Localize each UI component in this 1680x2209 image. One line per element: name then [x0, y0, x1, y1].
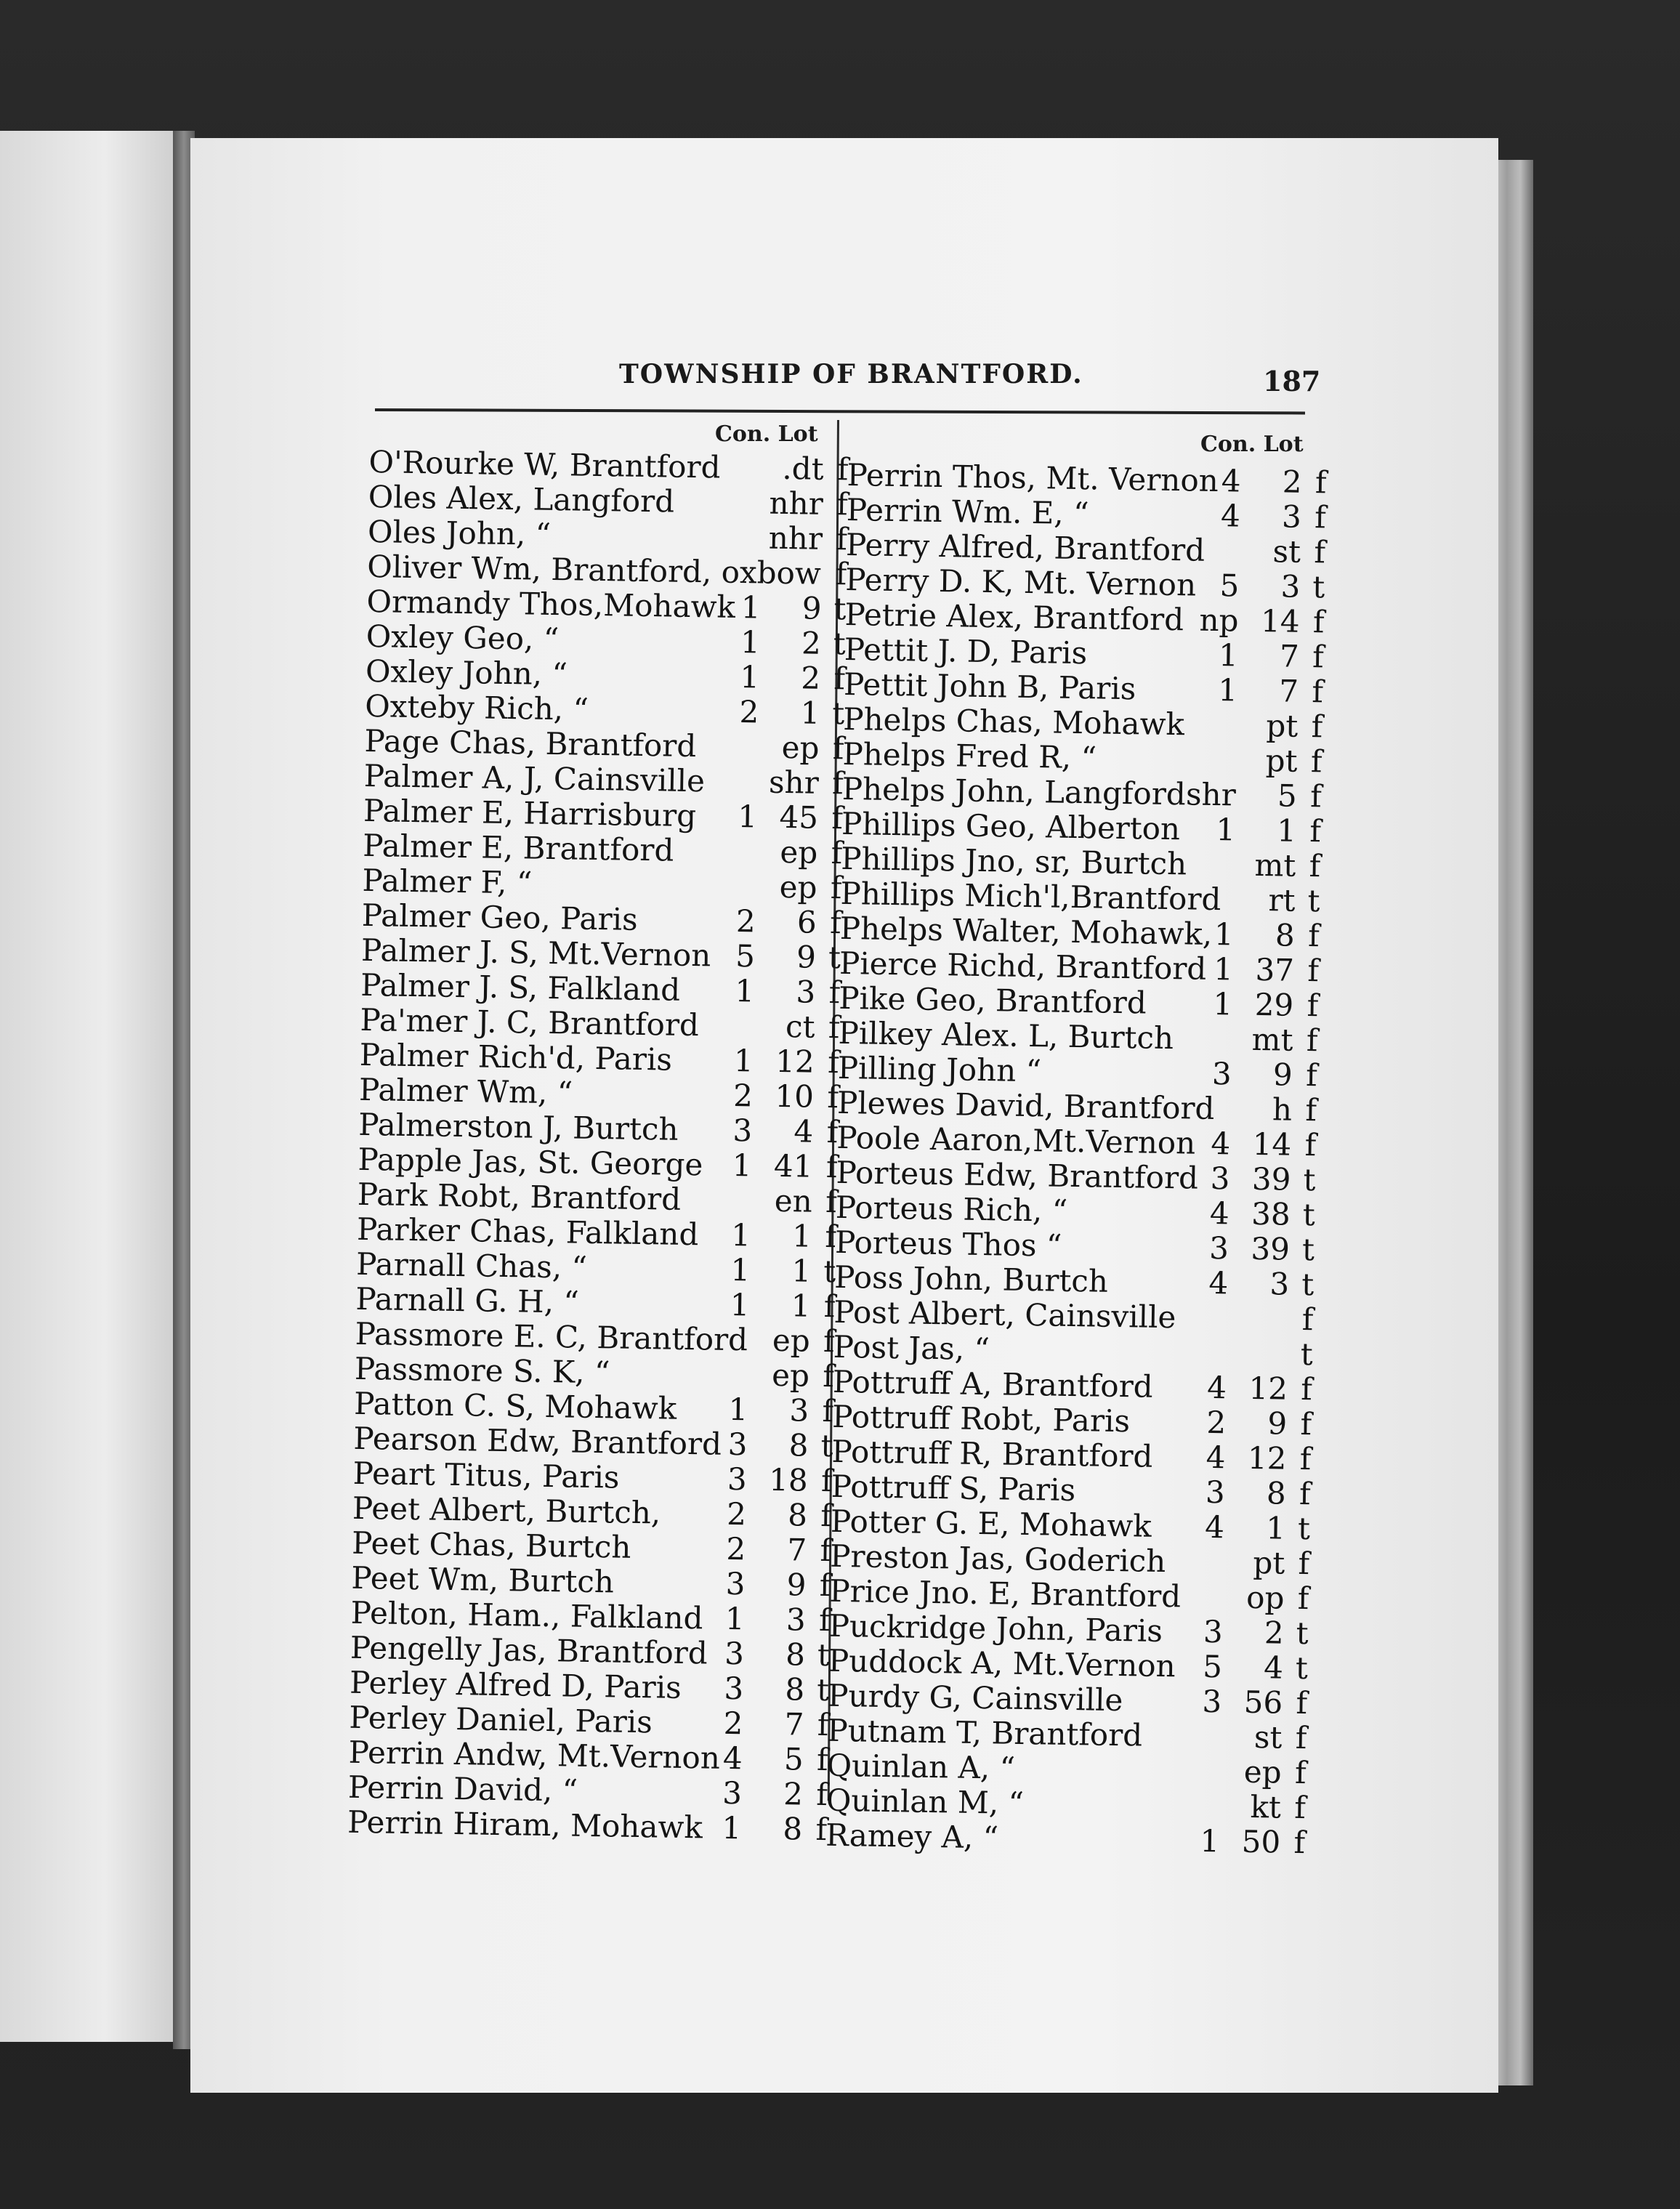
entry-tenure: f [836, 521, 848, 557]
entry-tenure: f [1312, 604, 1325, 640]
entry-name: Phelps Walter, Mohawk, [839, 910, 1213, 952]
entry-lot: h [1272, 1091, 1293, 1128]
entry-lot: 3 [1280, 568, 1301, 605]
entry-name: Palmer J. S, Mt.Vernon [360, 932, 711, 974]
entry-name: Phillips Jno, sr, Burtch [840, 840, 1187, 882]
entry-lot: 8 [785, 1636, 806, 1673]
entry-name: Perrin David, “ [347, 1769, 578, 1809]
entry-tenure: f [1293, 1824, 1306, 1861]
entry-name: Pearson Edw, Brantford [353, 1420, 722, 1462]
entry-name: Page Chas, Brantford [364, 722, 697, 764]
entry-name: Perrin Hiram, Mohawk [347, 1804, 703, 1846]
entry-lot: 45 [779, 799, 819, 836]
entry-name: Pike Geo, Brantford [838, 980, 1147, 1021]
entry-lot: 1 [1265, 1510, 1286, 1546]
entry-lot: 10 [775, 1078, 815, 1115]
entry-tenure: f [1314, 464, 1327, 501]
entry-concession: 1 [1215, 812, 1236, 848]
entry-name: Potter G. E, Mohawk [830, 1503, 1152, 1544]
entry-tenure: f [836, 486, 849, 522]
entry-name: Palmer E, Brantford [362, 827, 674, 868]
right-column-entries [825, 458, 1327, 1860]
entry-lot: 2 [800, 660, 821, 696]
entry-lot: 3 [789, 1392, 809, 1429]
entry-name: Oliver Wm, Brantford, oxbow [366, 548, 822, 591]
entry-name: Ormandy Thos,Mohawk [366, 583, 736, 625]
entry-concession: 4 [1209, 1195, 1230, 1232]
entry-lot: 39 [1251, 1230, 1291, 1267]
entry-name: Pettit John B, Paris [843, 666, 1136, 707]
entry-name: Perley Alfred D, Paris [349, 1664, 682, 1705]
entry-name: Purdy G, Cainsville [827, 1677, 1123, 1719]
entry-concession: 1 [1213, 986, 1233, 1022]
entry-lot: 1 [791, 1218, 812, 1254]
entry-concession: 1 [1200, 1822, 1220, 1859]
entry-tenure: f [1305, 1057, 1318, 1094]
entry-concession: 3 [724, 1635, 745, 1672]
entry-lot: 41 [773, 1147, 813, 1184]
entry-name: Pottruff R, Brantford [831, 1433, 1153, 1474]
entry-name: Parnall Chas, “ [355, 1245, 588, 1285]
entry-name: Palmer Rich'd, Paris [359, 1036, 673, 1078]
entry-lot: 2 [1264, 1615, 1285, 1651]
entry-name: Oles Alex, Langford [368, 478, 675, 520]
entry-lot: pt [1253, 1544, 1285, 1581]
entry-lot: shr [768, 764, 820, 801]
entry-name: Poss John, Burtch [833, 1259, 1109, 1299]
entry-lot: 1 [791, 1288, 811, 1324]
entry-tenure: f [1295, 1719, 1307, 1756]
entry-concession: 2 [726, 1530, 746, 1567]
entry-tenure: t [816, 1671, 830, 1708]
entry-name: Palmer Wm, “ [358, 1071, 573, 1111]
entry-lot: kt [1250, 1788, 1282, 1825]
entry-tenure: f [1294, 1754, 1307, 1791]
entry-name: Price Jno. E, Brantford [829, 1572, 1182, 1615]
entry-concession: 1 [1217, 672, 1238, 708]
entry-tenure: f [820, 1532, 832, 1569]
entry-concession: 3 [725, 1565, 746, 1602]
entry-name: O'Rourke W, Brantford [368, 444, 721, 485]
entry-tenure: f [836, 451, 849, 488]
entry-tenure: f [831, 765, 844, 801]
entry-name: Pilkey Alex. L, Burtch [838, 1014, 1174, 1057]
entry-tenure: f [1297, 1580, 1309, 1617]
entry-lot: 2 [1282, 464, 1302, 500]
entry-lot: 9 [1267, 1405, 1288, 1442]
entry-tenure: t [1302, 1196, 1316, 1233]
entry-name: Patton C. S, Mohawk [353, 1385, 677, 1426]
entry-concession: 3 [1210, 1160, 1230, 1197]
entry-lot: st [1253, 1719, 1283, 1756]
entry-name: Palmer E, Harrisburg [363, 792, 697, 834]
entry-tenure: f [827, 1079, 839, 1115]
entry-concession: 1 [732, 1147, 752, 1184]
entry-lot: 9 [801, 590, 822, 626]
entry-tenure: f [1298, 1545, 1310, 1582]
entry-concession: 3 [1203, 1613, 1224, 1650]
entry-tenure: f [826, 1114, 839, 1150]
entry-lot: 12 [1248, 1370, 1288, 1407]
entry-tenure: f [827, 1044, 840, 1081]
entry-tenure: f [1300, 1405, 1312, 1442]
entry-tenure: f [828, 974, 841, 1011]
entry-tenure: t [1303, 1161, 1316, 1198]
entry-concession: 1 [733, 1042, 754, 1079]
entry-lot: 14 [1260, 602, 1300, 639]
entry-concession: 1 [737, 799, 758, 835]
entry-name: Oxley Geo, “ [366, 618, 560, 658]
entry-tenure: f [1301, 1370, 1313, 1408]
entry-name: Post Jas, “ [833, 1328, 990, 1368]
entry-tenure: f [829, 905, 842, 941]
entry-name: Pettit J. D, Paris [844, 631, 1088, 671]
entry-lot: 29 [1254, 986, 1294, 1023]
entry-tenure: f [833, 661, 846, 697]
entry-lot: 3 [1269, 1266, 1290, 1302]
entry-concession: 1 [735, 973, 755, 1009]
entry-name: Perry D. K, Mt. Vernon [844, 561, 1197, 603]
entry-concession: 1 [740, 589, 761, 626]
entry-name: Pottruff A, Brantford [832, 1363, 1154, 1405]
entry-tenure: f [1306, 1022, 1318, 1059]
entry-lot: 2 [801, 625, 822, 661]
entry-tenure: f [832, 730, 844, 767]
entry-name: Palmerston J, Burtch [358, 1106, 679, 1147]
entry-lot: 39 [1251, 1160, 1291, 1198]
entry-name: Passmore E. C, Brantford [355, 1315, 748, 1358]
entry-lot: en [774, 1182, 813, 1219]
entry-name: Passmore S. K, “ [354, 1350, 610, 1391]
entry-concession: np [1199, 602, 1239, 639]
entry-name: Phelps Fred R, “ [842, 735, 1097, 776]
entry-name: Oles John, “ [367, 513, 552, 552]
entry-name: Parnall G. H, “ [355, 1280, 580, 1320]
entry-name: Poole Aaron,Mt.Vernon [836, 1119, 1196, 1161]
entry-lot: 8 [785, 1671, 805, 1708]
entry-lot: 12 [1247, 1439, 1287, 1477]
entry-tenure: f [1310, 743, 1322, 780]
entry-tenure: f [831, 800, 844, 836]
entry-lot: 1 [800, 695, 820, 731]
entry-lot: ep [1243, 1753, 1283, 1790]
entry-lot: 8 [783, 1811, 803, 1847]
entry-lot: 37 [1255, 951, 1295, 988]
entry-tenure: f [825, 1218, 837, 1255]
entry-tenure: f [825, 1149, 838, 1185]
entry-lot: 9 [786, 1567, 807, 1603]
entry-lot: 2 [783, 1776, 804, 1812]
entry-concession: 1 [722, 1809, 742, 1846]
entry-concession: shr [1185, 776, 1237, 813]
entry-tenure: f [1309, 778, 1322, 815]
entry-tenure: t [823, 1253, 836, 1290]
entry-tenure: f [1311, 708, 1323, 745]
entry-tenure: t [1301, 1266, 1314, 1303]
entry-concession: 2 [726, 1495, 747, 1532]
entry-concession: 1 [739, 659, 760, 695]
right-column-header: Con. Lot [1200, 432, 1304, 457]
entry-lot: 14 [1252, 1126, 1292, 1163]
entry-name: Porteus Edw, Brantford [836, 1154, 1199, 1196]
page-number: 187 [1263, 365, 1321, 397]
entry-lot: 8 [788, 1427, 809, 1463]
entry-concession: 5 [1202, 1648, 1223, 1685]
entry-tenure: f [830, 870, 842, 906]
entry-tenure: f [817, 1706, 829, 1743]
entry-name: Peet Wm, Burtch [351, 1559, 615, 1600]
entry-name: Peart Titus, Paris [352, 1455, 620, 1495]
entry-lot: st [1272, 533, 1301, 570]
entry-tenure: t [1295, 1649, 1309, 1687]
entry-tenure: f [825, 1183, 838, 1220]
entry-concession: 2 [1206, 1404, 1227, 1441]
entry-name: Post Albert, Cainsville [833, 1293, 1176, 1336]
entry-tenure: f [1314, 499, 1327, 536]
entry-lot: 1 [791, 1253, 812, 1289]
entry-name: Peet Albert, Burtch, [352, 1490, 661, 1531]
entry-concession: 1 [740, 624, 761, 661]
entry-lot: mt [1254, 847, 1296, 884]
entry-concession: 5 [735, 938, 756, 974]
entry-concession: 3 [724, 1670, 744, 1707]
entry-tenure: f [819, 1567, 831, 1604]
entry-tenure: t [1307, 883, 1320, 919]
entry-lot: ep [779, 868, 817, 905]
entry-concession: 1 [728, 1391, 748, 1428]
entry-name: Park Robt, Brantford [357, 1176, 682, 1217]
entry-lot: rt [1268, 882, 1296, 918]
entry-name: Ramey A, “ [825, 1817, 999, 1856]
entry-tenure: f [1309, 813, 1322, 849]
entry-lot: .dt [782, 450, 824, 487]
entry-tenure: t [1297, 1510, 1311, 1547]
entry-name: Palmer J. S, Falkland [360, 966, 681, 1008]
entry-name: Palmer A, J, Cainsville [363, 757, 706, 799]
entry-concession: 4 [1208, 1264, 1229, 1301]
entry-lot: 5 [783, 1741, 804, 1777]
entry-lot: nhr [769, 485, 824, 522]
entry-concession: 3 [1202, 1683, 1222, 1720]
entry-name: Porteus Rich, “ [835, 1189, 1068, 1229]
entry-name: Phillips Geo, Alberton [841, 805, 1181, 847]
entry-name: Papple Jas, St. George [358, 1141, 703, 1183]
entry-name: Puddock A, Mt.Vernon [828, 1642, 1176, 1684]
entry-concession: 1 [730, 1251, 751, 1288]
entry-concession: 2 [723, 1705, 743, 1742]
entry-concession: 2 [735, 903, 756, 940]
entry-tenure: f [1299, 1475, 1312, 1512]
entry-tenure: t [828, 940, 841, 976]
entry-lot: 9 [796, 939, 817, 975]
entry-tenure: f [820, 1462, 833, 1499]
entry-name: Pottruff Robt, Paris [831, 1398, 1131, 1439]
entry-lot: 18 [768, 1461, 809, 1498]
entry-name: Perry Alfred, Brantford [845, 526, 1206, 568]
entry-tenure: f [831, 835, 843, 871]
entry-tenure: t [1301, 1231, 1315, 1268]
entry-concession: 3 [727, 1426, 748, 1463]
entry-lot: mt [1251, 1021, 1293, 1058]
entry-lot: 3 [796, 974, 816, 1010]
entry-tenure: f [828, 1009, 840, 1046]
entry-lot: op [1245, 1579, 1285, 1616]
entry-tenure: f [818, 1602, 831, 1639]
entry-concession: 1 [1218, 637, 1239, 674]
entry-name: Palmer F, “ [362, 862, 533, 901]
entry-concession: 1 [730, 1216, 751, 1253]
entry-concession: 4 [1211, 1125, 1231, 1162]
entry-lot: ct [785, 1009, 815, 1045]
entry-tenure: t [820, 1427, 833, 1464]
entry-name: Perrin Andw, Mt.Vernon [348, 1734, 721, 1776]
entry-lot: 7 [784, 1706, 804, 1742]
entry-name: Oxley John, “ [365, 653, 568, 692]
entry-tenure: f [835, 556, 847, 592]
entry-tenure: f [823, 1357, 835, 1394]
entry-lot: ep [771, 1357, 810, 1394]
entry-lot: ep [781, 729, 820, 766]
entry-lot: 5 [1277, 778, 1298, 814]
entry-lot: 38 [1251, 1195, 1291, 1232]
entry-lot: 56 [1243, 1684, 1283, 1721]
entry-tenure: f [822, 1392, 834, 1429]
entry-name: Petrie Alex, Brantford [844, 596, 1184, 638]
entry-name: Oxteby Rich, “ [364, 687, 589, 727]
entry-lot: 7 [1278, 673, 1299, 709]
entry-tenure: t [817, 1636, 831, 1673]
entry-tenure: t [1300, 1336, 1314, 1373]
entry-concession: 2 [739, 694, 759, 730]
entry-tenure: f [815, 1776, 828, 1813]
entry-concession: 3 [1211, 1055, 1232, 1092]
entry-tenure: f [815, 1811, 828, 1848]
entry-tenure: t [1312, 569, 1325, 605]
entry-tenure: f [1307, 988, 1319, 1024]
entry-tenure: f [823, 1288, 836, 1325]
running-head: TOWNSHIP OF BRANTFORD. [619, 359, 1083, 389]
entry-lot: 12 [775, 1043, 815, 1080]
entry-lot: pt [1266, 708, 1299, 744]
entry-name: Pengelly Jas, Brantford [350, 1629, 708, 1671]
entry-lot: 6 [796, 904, 817, 940]
entry-tenure: f [1312, 674, 1324, 710]
entry-lot: 4 [1263, 1649, 1284, 1686]
entry-concession: 1 [724, 1600, 746, 1637]
entry-tenure: f [1301, 1301, 1314, 1338]
entry-name: Pottruff S, Paris [831, 1468, 1076, 1509]
entry-name: Puckridge John, Paris [828, 1607, 1163, 1649]
entry-name: Quinlan M, “ [825, 1782, 1025, 1822]
entry-name: Perley Daniel, Paris [349, 1699, 653, 1740]
entry-concession: 3 [732, 1112, 753, 1149]
entry-name: Peet Chas, Burtch [351, 1525, 631, 1565]
entry-tenure: t [1296, 1615, 1309, 1652]
entry-name: Pilling John “ [837, 1049, 1042, 1089]
entry-tenure: f [1296, 1684, 1308, 1721]
entry-name: Plewes David, Brantford [836, 1084, 1215, 1127]
left-column-header: Con. Lot [715, 421, 818, 447]
entry-lot: nhr [768, 520, 823, 557]
entry-name: Perrin Wm. E, “ [846, 491, 1089, 532]
left-column-entries [347, 445, 849, 1847]
entry-lot: 50 [1241, 1823, 1281, 1860]
entry-tenure: t [831, 695, 845, 732]
entry-name: Quinlan A, “ [826, 1747, 1016, 1786]
entry-lot: ep [772, 1322, 811, 1359]
entry-name: Phelps John, Langford [841, 770, 1187, 812]
entry-tenure: f [1309, 848, 1321, 884]
entry-name: Pelton, Ham., Falkland [350, 1594, 703, 1636]
entry-concession: 3 [1205, 1474, 1226, 1511]
entry-tenure: f [1312, 639, 1325, 675]
entry-concession: 1 [1213, 951, 1234, 988]
entry-lot: 1 [1276, 812, 1297, 849]
entry-name: Parker Chas, Falkland [356, 1211, 699, 1253]
entry-name: Preston Jas, Goderich [829, 1538, 1166, 1580]
entry-concession: 5 [1219, 568, 1240, 604]
entry-tenure: f [1307, 918, 1320, 954]
entry-tenure: f [823, 1322, 836, 1360]
entry-lot: 3 [1281, 498, 1302, 535]
entry-tenure: f [1299, 1440, 1312, 1477]
entry-name: Porteus Thos “ [834, 1224, 1062, 1264]
entry-lot: 9 [1272, 1057, 1293, 1093]
entry-concession: 4 [1206, 1369, 1227, 1406]
entry-concession: 4 [1204, 1509, 1225, 1546]
entry-tenure: f [1293, 1789, 1307, 1826]
entry-lot: 8 [1275, 917, 1296, 953]
entry-concession: 3 [1208, 1229, 1229, 1267]
entry-tenure: f [1314, 534, 1326, 570]
entry-lot: ep [780, 833, 818, 871]
entry-tenure: t [833, 626, 847, 662]
entry-lot: 3 [786, 1602, 807, 1638]
entry-lot: 4 [793, 1113, 814, 1150]
entry-name: Palmer Geo, Paris [361, 897, 638, 937]
entry-concession: 4 [1221, 463, 1241, 499]
entry-concession: 4 [1220, 498, 1241, 534]
entry-name: Putnam T, Brantford [827, 1712, 1143, 1753]
entry-concession: 2 [732, 1077, 754, 1114]
entry-name: Perrin Thos, Mt. Vernon [847, 457, 1219, 499]
entry-concession: 4 [722, 1740, 743, 1777]
entry-concession: 1 [1213, 916, 1235, 953]
facing-page-edge [0, 131, 174, 2042]
entry-name: Phelps Chas, Mohawk [842, 700, 1185, 743]
entry-concession: 3 [722, 1774, 743, 1812]
entry-lot: 7 [1279, 638, 1300, 674]
entry-name: Pierce Richd, Brantford [839, 945, 1207, 987]
entry-tenure: f [1304, 1127, 1317, 1163]
entry-lot: pt [1265, 743, 1298, 779]
entry-concession: 1 [730, 1286, 750, 1323]
entry-lot: 8 [1266, 1475, 1287, 1511]
entry-concession: 3 [727, 1461, 748, 1498]
entry-tenure: t [833, 591, 847, 627]
entry-name: Phillips Mich'l,Brantford [840, 875, 1221, 918]
entry-tenure: f [820, 1497, 833, 1534]
entry-name: Pa'mer J. C, Brantford [360, 1001, 700, 1043]
entry-lot: 8 [787, 1497, 808, 1533]
entry-tenure: f [1305, 1092, 1317, 1128]
entry-tenure: f [1307, 953, 1320, 989]
entry-lot: 7 [787, 1532, 807, 1568]
entry-concession: 4 [1206, 1439, 1226, 1476]
entry-tenure: f [816, 1741, 829, 1778]
